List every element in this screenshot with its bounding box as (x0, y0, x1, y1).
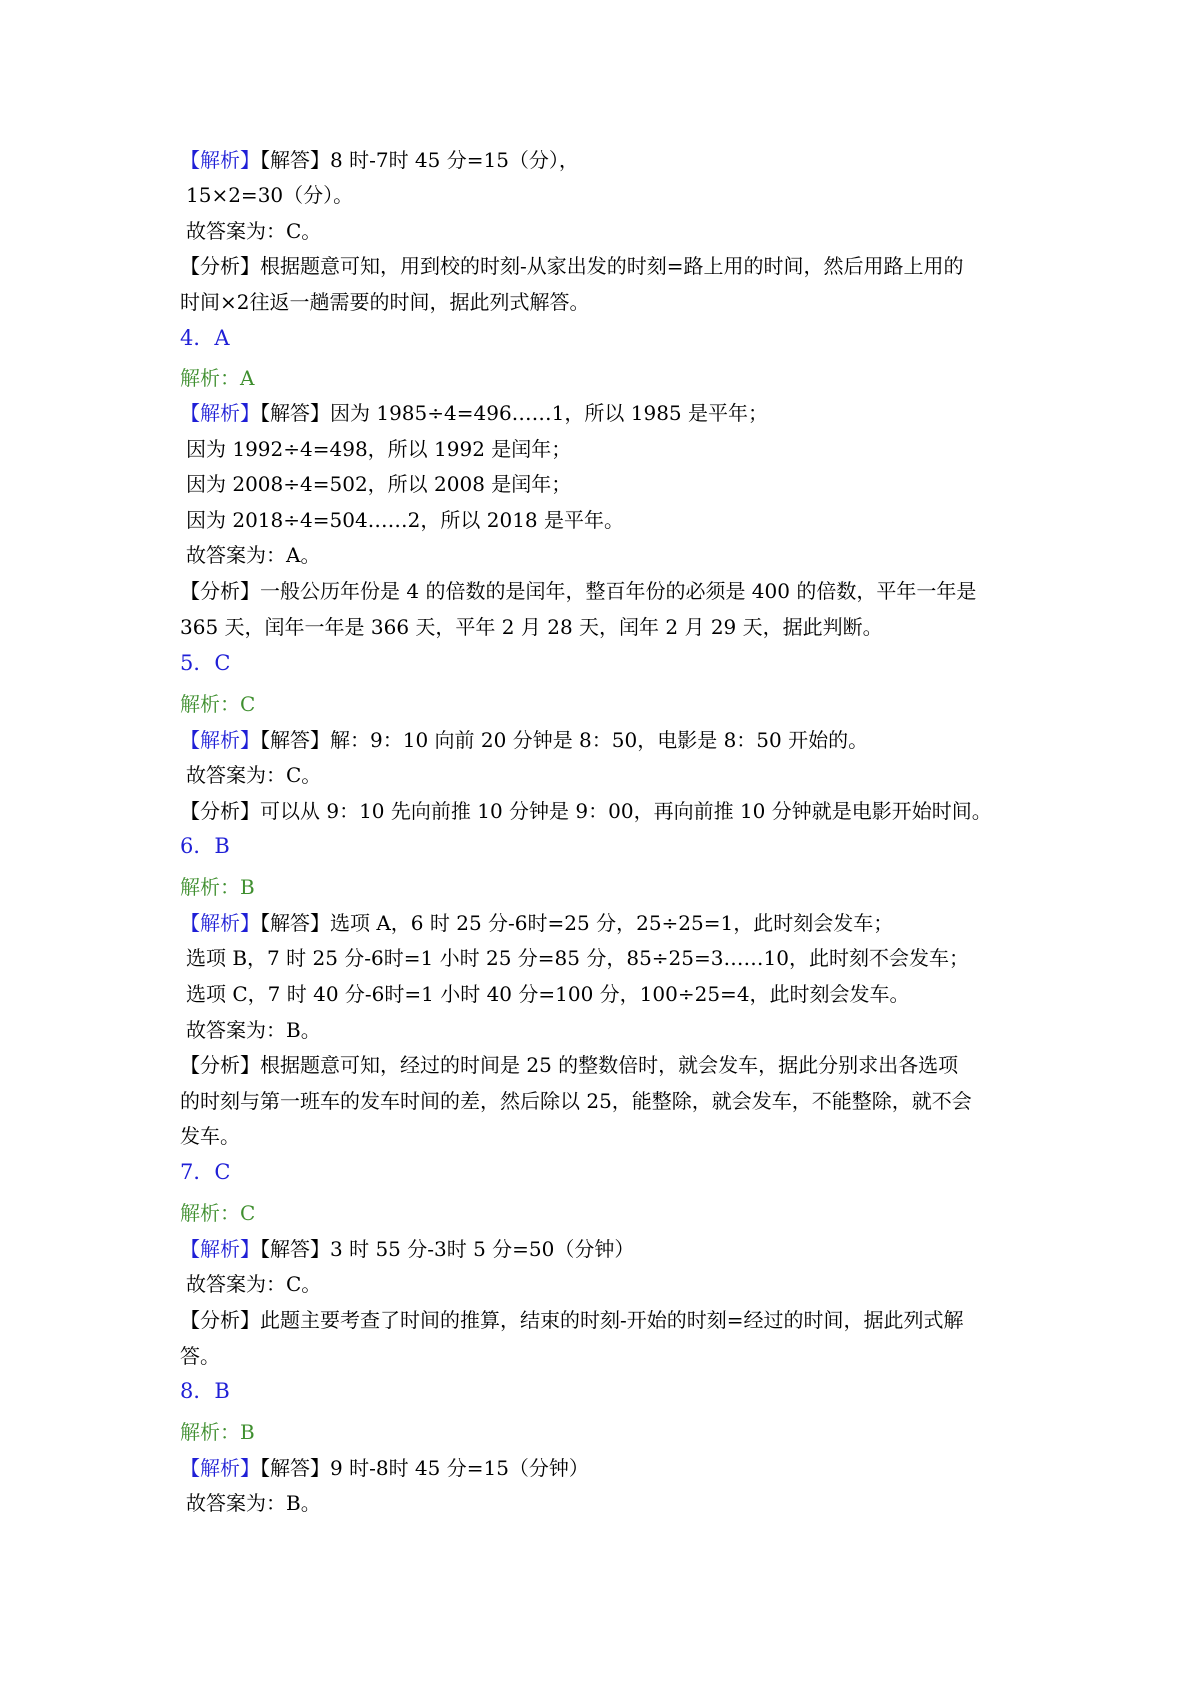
answer-line (180, 1236, 634, 1262)
calc-line: 选项 B，7 时 25 分-6时=1 小时 25 分=85 分，85÷25=3……10，此时刻不会发车； (186, 946, 969, 970)
calc-line: 因为 2018÷4=504……2，所以 2018 是平年。 (186, 508, 625, 532)
conclusion-line: 故答案为：B。 (186, 1491, 321, 1515)
conclusion-line: 故答案为：B。 (186, 1018, 321, 1042)
jiexi-tag: 【解析】 (180, 1237, 260, 1261)
answer-text: 【解答】9 时-8时 45 分=15（分钟） (260, 1456, 589, 1480)
jiexi-tag: 【解析】 (180, 148, 260, 172)
jiexi-label: 解析：B (180, 1420, 255, 1444)
analysis-line: 【分析】根据题意可知，经过的时间是 25 的整数倍时，就会发车，据此分别求出各选项 (180, 1053, 959, 1077)
question-number: 6．B (180, 834, 230, 858)
answer-text: 【解答】选项 A，6 时 25 分-6时=25 分，25÷25=1，此时刻会发车； (260, 911, 894, 935)
question-number: 5．C (180, 651, 231, 675)
answer-text: 【解答】8 时-7时 45 分=15（分）， (260, 148, 579, 172)
analysis-line: 【分析】根据题意可知，用到校的时刻-从家出发的时刻=路上用的时间，然后用路上用的 (180, 254, 964, 278)
conclusion-line: 故答案为：C。 (186, 1272, 322, 1296)
calc-line: 因为 1992÷4=498，所以 1992 是闰年； (186, 437, 572, 461)
jiexi-tag: 【解析】 (180, 401, 260, 425)
jiexi-label: 解析：A (180, 366, 255, 390)
question-number: 4．A (180, 326, 230, 350)
jiexi-tag: 【解析】 (180, 728, 260, 752)
conclusion-line: 故答案为：A。 (186, 543, 321, 567)
jiexi-label: 解析：B (180, 875, 255, 899)
calc-line: 15×2=30（分）。 (186, 183, 354, 207)
calc-line: 因为 2008÷4=502，所以 2008 是闰年； (186, 472, 572, 496)
answer-line (180, 400, 768, 426)
analysis-line-cont: 时间×2往返一趟需要的时间，据此列式解答。 (180, 290, 590, 314)
answer-line (180, 910, 893, 936)
analysis-line-cont: 365 天，闰年一年是 366 天，平年 2 月 28 天，闰年 2 月 29 天，据此判断。 (180, 615, 883, 639)
answer-text: 【解答】3 时 55 分-3时 5 分=50（分钟） (260, 1237, 635, 1261)
jiexi-tag: 【解析】 (180, 1456, 260, 1480)
conclusion-line: 故答案为：C。 (186, 219, 322, 243)
answer-line (180, 147, 579, 173)
jiexi-tag: 【解析】 (180, 911, 260, 935)
calc-line: 选项 C，7 时 40 分-6时=1 小时 40 分=100 分，100÷25=4，此时刻会发车。 (186, 982, 910, 1006)
analysis-line-cont: 答。 (180, 1344, 220, 1368)
analysis-line: 【分析】一般公历年份是 4 的倍数的是闰年，整百年份的必须是 400 的倍数，平年一年是 (180, 579, 977, 603)
conclusion-line: 故答案为：C。 (186, 763, 322, 787)
answer-line (180, 1455, 589, 1481)
answer-text: 【解答】因为 1985÷4=496……1，所以 1985 是平年； (260, 401, 769, 425)
question-number: 7．C (180, 1160, 231, 1184)
jiexi-label: 解析：C (180, 692, 256, 716)
answer-line (180, 727, 868, 753)
analysis-line-cont: 的时刻与第一班车的发车时间的差，然后除以 25，能整除，就会发车，不能整除，就不会 (180, 1089, 972, 1113)
analysis-line: 【分析】可以从 9：10 先向前推 10 分钟是 9：00，再向前推 10 分钟就是电影开始时间。 (180, 799, 992, 823)
jiexi-label: 解析：C (180, 1201, 256, 1225)
answer-text: 【解答】解：9：10 向前 20 分钟是 8：50，电影是 8：50 开始的。 (260, 728, 869, 752)
question-number: 8．B (180, 1379, 230, 1403)
analysis-line: 【分析】此题主要考查了时间的推算，结束的时刻-开始的时刻=经过的时间，据此列式解 (180, 1308, 964, 1332)
analysis-line-cont: 发车。 (180, 1124, 240, 1148)
